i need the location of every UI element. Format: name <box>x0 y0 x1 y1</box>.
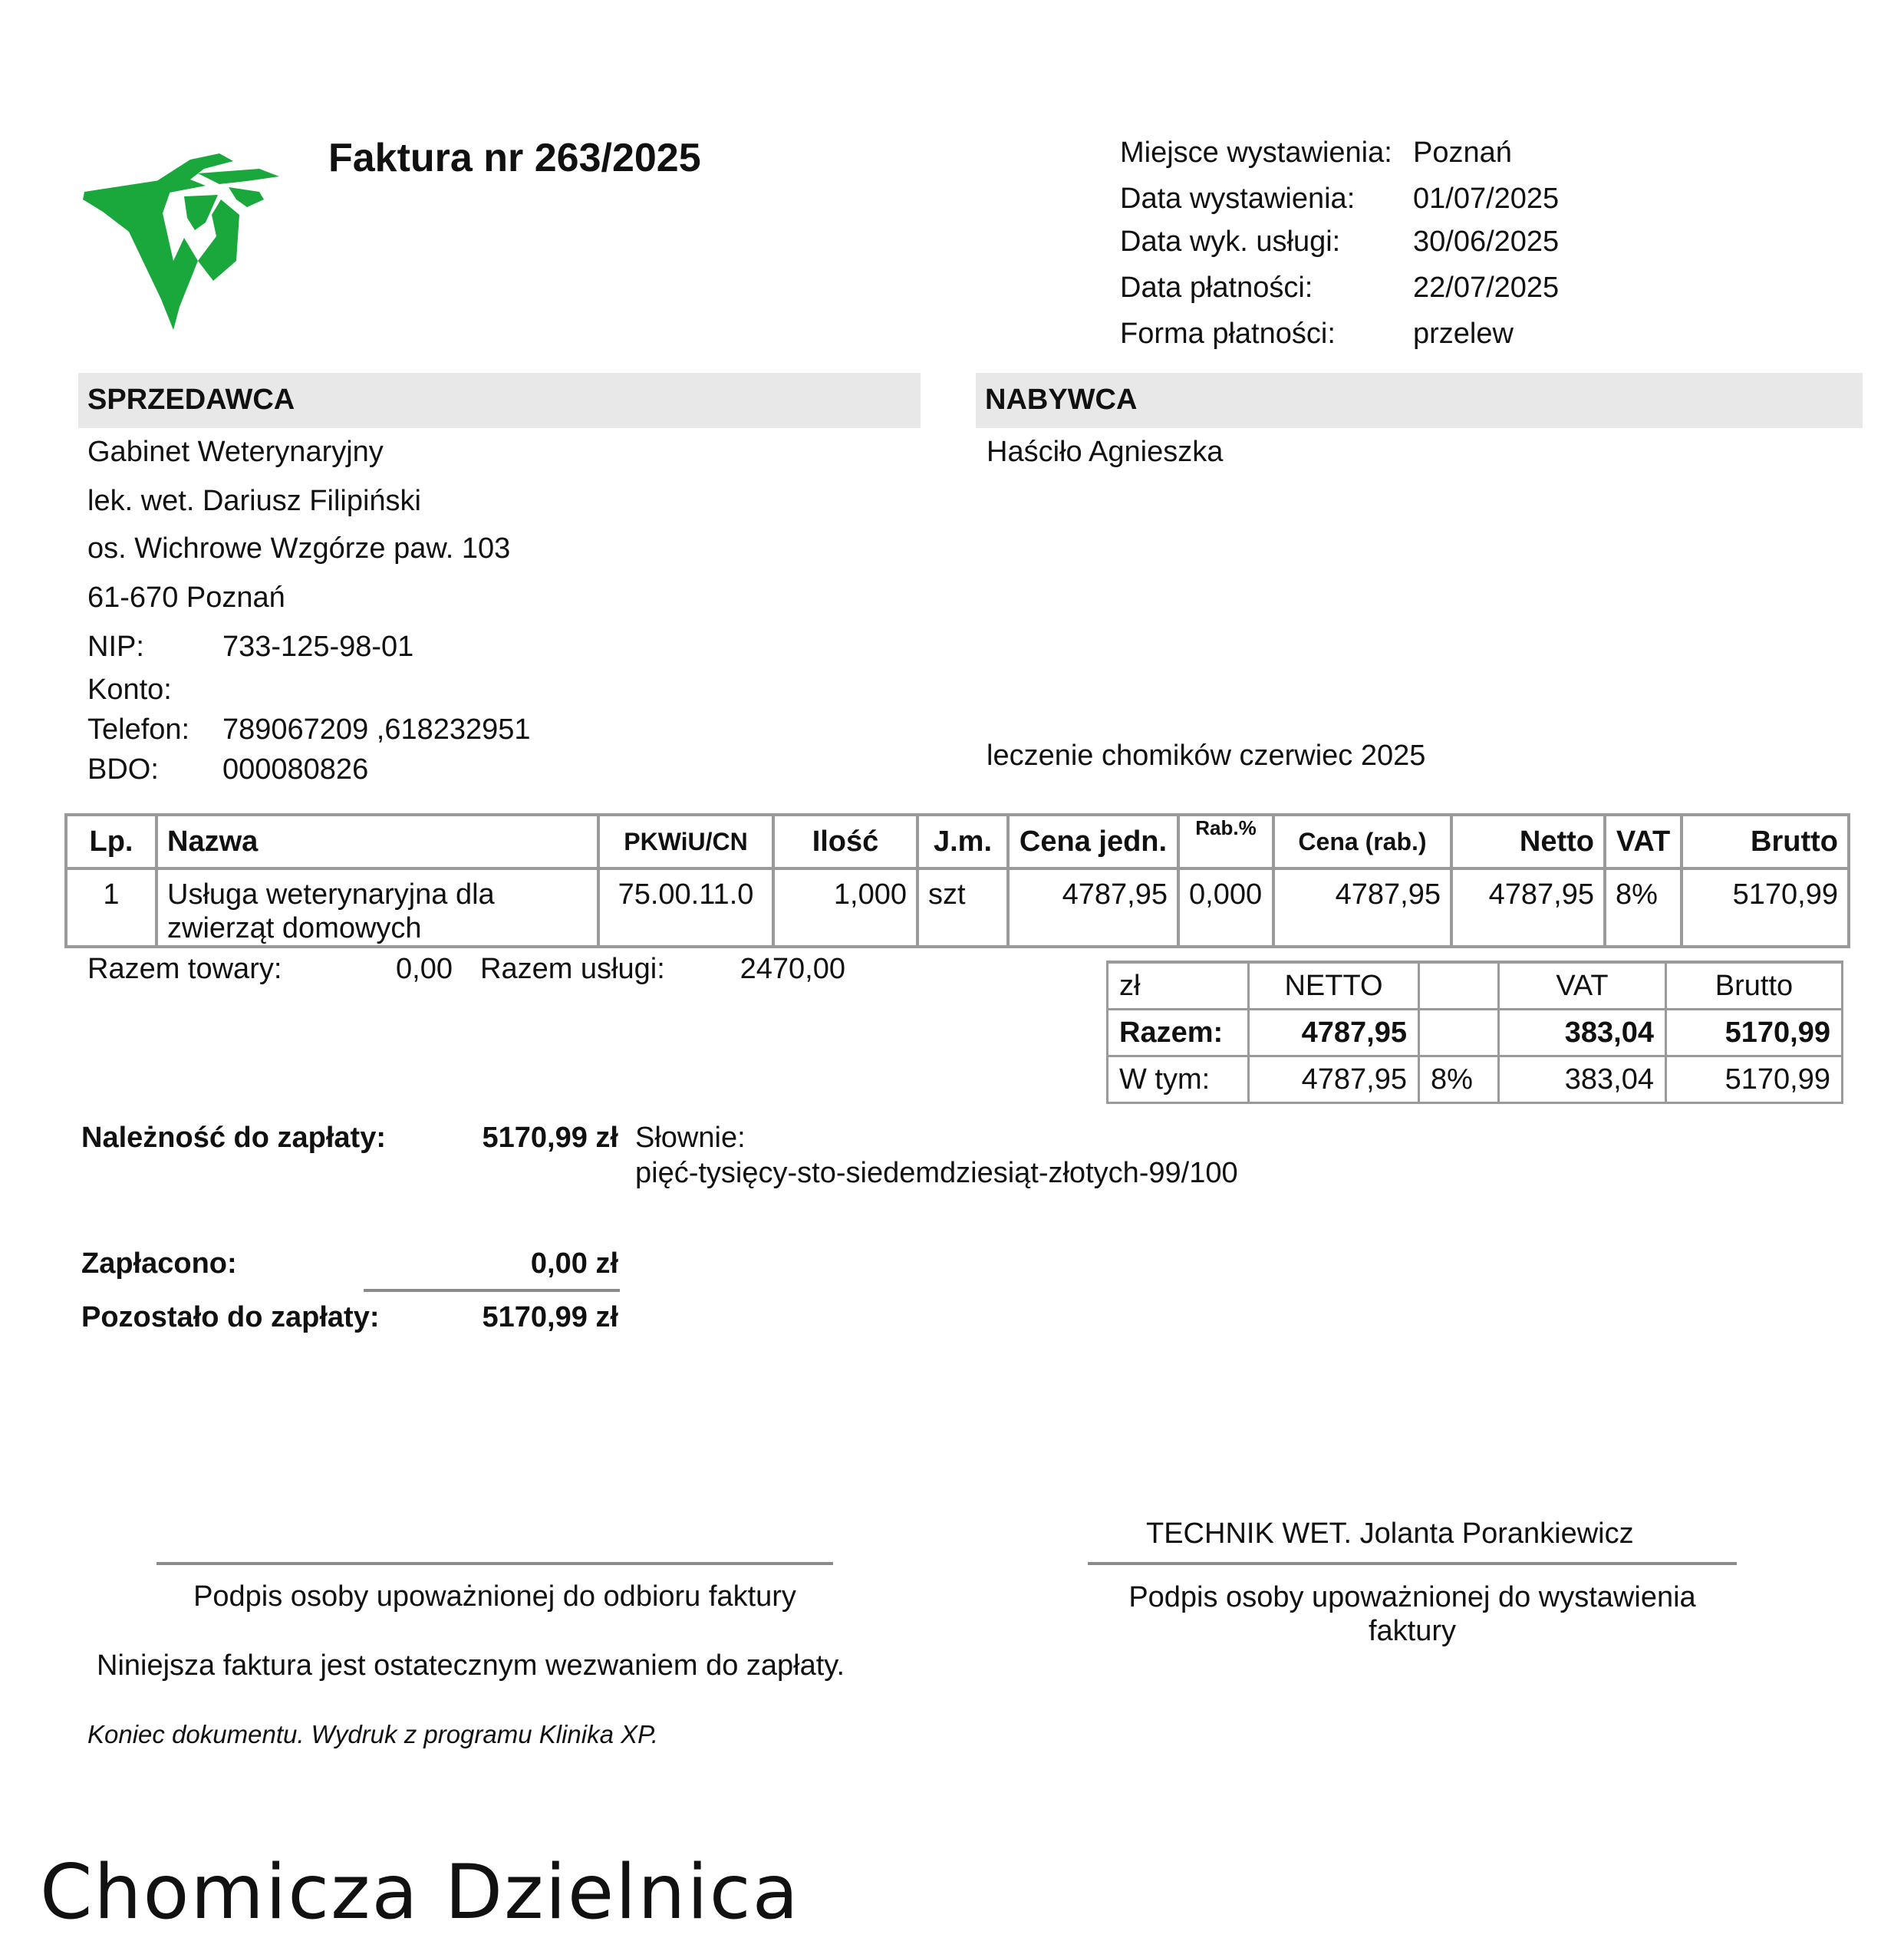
summary-rate-header <box>1419 962 1499 1010</box>
summary-currency: zł <box>1108 962 1249 1010</box>
summary-razem-rate <box>1419 1010 1499 1056</box>
header-brutto: Brutto <box>1682 815 1849 868</box>
items-table <box>64 813 1850 948</box>
vat-summary-table <box>1106 961 1843 1104</box>
header-nazwa: Nazwa <box>156 815 598 868</box>
meta-place-value: Poznań <box>1413 137 1512 169</box>
seller-phone-value: 789067209 ,618232951 <box>222 713 531 746</box>
summary-wtym-brutto: 5170,99 <box>1666 1056 1843 1103</box>
summary-razem-netto: 4787,95 <box>1249 1010 1419 1056</box>
seller-bdo-value: 000080826 <box>222 753 369 786</box>
buyer-header <box>976 373 1863 428</box>
header-cena-rab: Cena (rab.) <box>1273 815 1451 868</box>
cell-ilosc: 1,000 <box>773 868 917 947</box>
cell-pkwiu: 75.00.11.0 <box>598 868 773 947</box>
seller-header-label: SPRZEDAWCA <box>87 384 295 416</box>
paid-label: Zapłacono: <box>81 1247 237 1280</box>
header-netto: Netto <box>1451 815 1605 868</box>
meta-issue-date-label: Data wystawienia: <box>1120 183 1356 215</box>
cell-cena-rab: 4787,95 <box>1273 868 1451 947</box>
remaining-value: 5170,99 zł <box>482 1301 618 1333</box>
seller-line-1: Gabinet Weterynaryjny <box>87 436 384 468</box>
summary-razem-row <box>1108 1010 1843 1056</box>
vet-logo-icon <box>83 146 282 330</box>
final-notice: Niniejsza faktura jest ostatecznym wezwaniem do zapłaty. <box>97 1649 845 1682</box>
summary-wtym-netto: 4787,95 <box>1249 1056 1419 1103</box>
summary-header-row <box>1108 962 1843 1010</box>
header-jm: J.m. <box>917 815 1008 868</box>
paid-value: 0,00 zł <box>530 1247 618 1280</box>
summary-netto-header: NETTO <box>1249 962 1419 1010</box>
meta-payment-date-label: Data płatności: <box>1120 272 1313 304</box>
end-of-document: Koniec dokumentu. Wydruk z programu Klinika XP. <box>87 1720 659 1748</box>
goods-total-label: Razem towary: <box>87 953 282 985</box>
remaining-label: Pozostało do zapłaty: <box>81 1301 380 1333</box>
meta-service-date-label: Data wyk. usługi: <box>1120 226 1341 258</box>
cell-cena: 4787,95 <box>1008 868 1178 947</box>
seller-header <box>78 373 921 428</box>
meta-service-date-value: 30/06/2025 <box>1413 226 1560 258</box>
services-total-label: Razem usługi: <box>480 953 665 985</box>
header-cena: Cena jedn. <box>1008 815 1178 868</box>
meta-payment-form-value: przelew <box>1413 318 1514 350</box>
seller-line-2: lek. wet. Dariusz Filipiński <box>87 485 421 517</box>
cell-netto: 4787,95 <box>1451 868 1605 947</box>
meta-issue-date-value: 01/07/2025 <box>1413 183 1560 215</box>
seller-phone-label: Telefon: <box>87 713 190 746</box>
buyer-note: leczenie chomików czerwiec 2025 <box>987 740 1426 772</box>
header-pkwiu: PKWiU/CN <box>598 815 773 868</box>
cell-nazwa: Usługa weterynaryjna dla zwierząt domowych <box>156 868 598 947</box>
amount-due-value: 5170,99 zł <box>482 1122 618 1154</box>
meta-place-label: Miejsce wystawienia: <box>1120 137 1392 169</box>
issuer-signature-caption: Podpis osoby upoważnionej do wystawienia faktury <box>1128 1581 1696 1647</box>
summary-wtym-label: W tym: <box>1108 1056 1249 1103</box>
brand-name: Chomicza Dzielnica <box>40 1849 800 1936</box>
meta-payment-form-label: Forma płatności: <box>1120 318 1336 350</box>
services-total-value: 2470,00 <box>740 953 845 985</box>
summary-razem-vat: 383,04 <box>1499 1010 1666 1056</box>
seller-bdo-label: BDO: <box>87 753 159 786</box>
cell-jm: szt <box>917 868 1008 947</box>
summary-vat-header: VAT <box>1499 962 1666 1010</box>
receiver-signature-caption: Podpis osoby upoważnionej do odbioru faktury <box>193 1580 796 1613</box>
issuer-name: TECHNIK WET. Jolanta Porankiewicz <box>1146 1518 1634 1550</box>
receiver-signature-line <box>156 1562 833 1565</box>
seller-konto-label: Konto: <box>87 674 172 706</box>
amount-words-label: Słownie: <box>635 1122 746 1154</box>
seller-nip-value: 733-125-98-01 <box>222 631 414 663</box>
meta-payment-date-value: 22/07/2025 <box>1413 272 1560 304</box>
seller-line-3: os. Wichrowe Wzgórze paw. 103 <box>87 532 511 565</box>
seller-nip-label: NIP: <box>87 631 144 663</box>
summary-wtym-rate: 8% <box>1419 1056 1499 1103</box>
summary-wtym-vat: 383,04 <box>1499 1056 1666 1103</box>
cell-rab: 0,000 <box>1178 868 1273 947</box>
summary-razem-label: Razem: <box>1108 1010 1249 1056</box>
header-rab: Rab.% <box>1178 815 1273 868</box>
header-vat: VAT <box>1605 815 1682 868</box>
items-header-row <box>66 815 1849 868</box>
header-ilosc: Ilość <box>773 815 917 868</box>
header-lp: Lp. <box>66 815 156 868</box>
invoice-title: Faktura nr 263/2025 <box>328 136 701 180</box>
summary-razem-brutto: 5170,99 <box>1666 1010 1843 1056</box>
cell-brutto: 5170,99 <box>1682 868 1849 947</box>
amount-words: pięć-tysięcy-sto-siedemdziesiąt-złotych-99/100 <box>635 1157 1238 1189</box>
cell-lp: 1 <box>66 868 156 947</box>
summary-wtym-row <box>1108 1056 1843 1103</box>
buyer-name: Haściło Agnieszka <box>987 436 1224 468</box>
goods-total-value: 0,00 <box>396 953 453 985</box>
amount-due-label: Należność do zapłaty: <box>81 1122 386 1154</box>
seller-line-4: 61-670 Poznań <box>87 582 285 614</box>
buyer-header-label: NABYWCA <box>985 384 1138 416</box>
cell-vat: 8% <box>1605 868 1682 947</box>
summary-brutto-header: Brutto <box>1666 962 1843 1010</box>
paid-divider <box>364 1289 620 1292</box>
issuer-signature-line <box>1088 1562 1737 1565</box>
table-row <box>66 868 1849 947</box>
